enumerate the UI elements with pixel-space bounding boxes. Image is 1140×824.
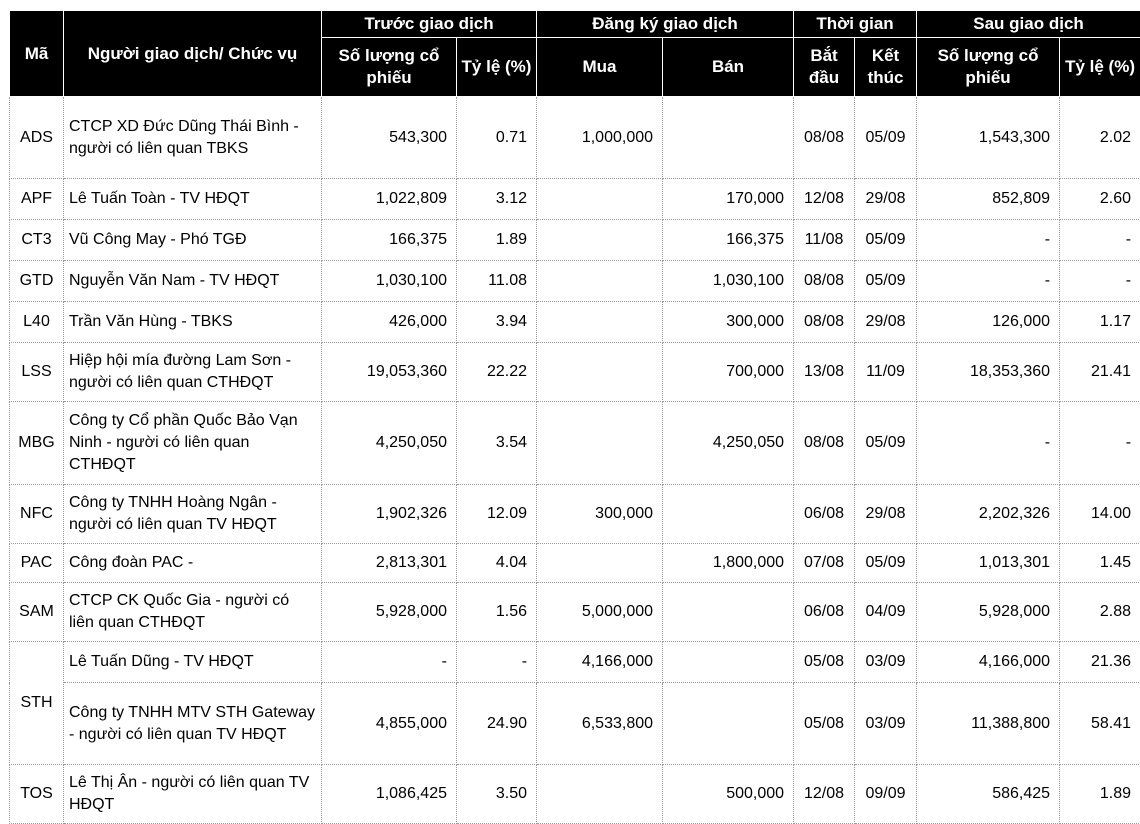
pct-before-cell: 0.71 <box>457 97 537 179</box>
person-cell: Công ty TNHH MTV STH Gateway - người có liên quan TV HĐQT <box>64 683 322 765</box>
end-cell: 09/09 <box>855 765 917 824</box>
sell-cell: 300,000 <box>663 302 794 343</box>
person-cell: Công ty Cổ phần Quốc Bảo Vạn Ninh - người có liên quan CTHĐQT <box>64 402 322 485</box>
start-cell: 08/08 <box>794 302 855 343</box>
sell-cell: 166,375 <box>663 220 794 261</box>
person-cell: Trần Văn Hùng - TBKS <box>64 302 322 343</box>
qty-before-cell: 1,902,326 <box>322 485 457 544</box>
end-cell: 05/09 <box>855 402 917 485</box>
pct-before-cell: 3.54 <box>457 402 537 485</box>
start-cell: 13/08 <box>794 343 855 402</box>
qty-before-cell: 543,300 <box>322 97 457 179</box>
header-pct-after: Tỷ lệ (%) <box>1060 38 1140 97</box>
ticker-cell: ADS <box>10 97 64 179</box>
ticker-cell: STH <box>10 642 64 765</box>
qty-after-cell: 11,388,800 <box>917 683 1060 765</box>
header-after-group: Sau giao dịch <box>917 11 1140 38</box>
buy-cell <box>537 261 663 302</box>
pct-after-cell: 21.36 <box>1060 642 1140 683</box>
buy-cell: 300,000 <box>537 485 663 544</box>
table-row <box>10 220 1140 261</box>
qty-after-cell: - <box>917 261 1060 302</box>
pct-after-cell: 14.00 <box>1060 485 1140 544</box>
person-cell: Lê Tuấn Toàn - TV HĐQT <box>64 179 322 220</box>
ticker-cell: CT3 <box>10 220 64 261</box>
end-cell: 29/08 <box>855 485 917 544</box>
sell-cell: 500,000 <box>663 765 794 824</box>
qty-after-cell: 1,013,301 <box>917 544 1060 583</box>
ticker-cell: NFC <box>10 485 64 544</box>
pct-before-cell: 22.22 <box>457 343 537 402</box>
pct-after-cell: 2.02 <box>1060 97 1140 179</box>
qty-before-cell: 5,928,000 <box>322 583 457 642</box>
person-cell: Công ty TNHH Hoàng Ngân - người có liên quan TV HĐQT <box>64 485 322 544</box>
pct-after-cell: 1.45 <box>1060 544 1140 583</box>
pct-before-cell: 1.89 <box>457 220 537 261</box>
end-cell: 04/09 <box>855 583 917 642</box>
end-cell: 05/09 <box>855 544 917 583</box>
ticker-cell: L40 <box>10 302 64 343</box>
qty-after-cell: 126,000 <box>917 302 1060 343</box>
header-time-group: Thời gian <box>794 11 917 38</box>
header-sell: Bán <box>663 38 794 97</box>
pct-before-cell: 12.09 <box>457 485 537 544</box>
buy-cell <box>537 220 663 261</box>
person-cell: CTCP CK Quốc Gia - người có liên quan CTHĐQT <box>64 583 322 642</box>
header-qty-before: Số lượng cổ phiếu <box>322 38 457 97</box>
insider-trading-table <box>9 10 1140 824</box>
sell-cell <box>663 485 794 544</box>
qty-before-cell: 19,053,360 <box>322 343 457 402</box>
pct-before-cell: 1.56 <box>457 583 537 642</box>
qty-before-cell: 166,375 <box>322 220 457 261</box>
qty-after-cell: - <box>917 402 1060 485</box>
header-start: Bắt đầu <box>794 38 855 97</box>
ticker-cell: APF <box>10 179 64 220</box>
table-row <box>10 642 1140 683</box>
buy-cell <box>537 544 663 583</box>
start-cell: 05/08 <box>794 642 855 683</box>
table-row <box>10 302 1140 343</box>
ticker-cell: LSS <box>10 343 64 402</box>
sell-cell: 4,250,050 <box>663 402 794 485</box>
start-cell: 05/08 <box>794 683 855 765</box>
person-cell: Lê Tuấn Dũng - TV HĐQT <box>64 642 322 683</box>
qty-after-cell: 18,353,360 <box>917 343 1060 402</box>
ticker-cell: MBG <box>10 402 64 485</box>
pct-after-cell: 2.88 <box>1060 583 1140 642</box>
person-cell: Công đoàn PAC - <box>64 544 322 583</box>
header-pct-before: Tỷ lệ (%) <box>457 38 537 97</box>
sell-cell <box>663 642 794 683</box>
pct-before-cell: 3.50 <box>457 765 537 824</box>
buy-cell <box>537 302 663 343</box>
qty-before-cell: 4,250,050 <box>322 402 457 485</box>
ticker-cell: SAM <box>10 583 64 642</box>
qty-after-cell: 4,166,000 <box>917 642 1060 683</box>
person-cell: Hiệp hội mía đường Lam Sơn - người có liên quan CTHĐQT <box>64 343 322 402</box>
qty-before-cell: 426,000 <box>322 302 457 343</box>
buy-cell: 4,166,000 <box>537 642 663 683</box>
start-cell: 08/08 <box>794 97 855 179</box>
sell-cell: 700,000 <box>663 343 794 402</box>
pct-before-cell: 3.94 <box>457 302 537 343</box>
end-cell: 05/09 <box>855 97 917 179</box>
header-person: Người giao dịch/ Chức vụ <box>64 11 322 97</box>
header-end: Kết thúc <box>855 38 917 97</box>
pct-after-cell: 21.41 <box>1060 343 1140 402</box>
start-cell: 12/08 <box>794 179 855 220</box>
buy-cell <box>537 179 663 220</box>
pct-before-cell: 3.12 <box>457 179 537 220</box>
qty-after-cell: 852,809 <box>917 179 1060 220</box>
buy-cell: 6,533,800 <box>537 683 663 765</box>
table-row <box>10 179 1140 220</box>
person-cell: Vũ Công May - Phó TGĐ <box>64 220 322 261</box>
end-cell: 03/09 <box>855 683 917 765</box>
start-cell: 11/08 <box>794 220 855 261</box>
sell-cell <box>663 583 794 642</box>
table-row <box>10 402 1140 485</box>
person-cell: CTCP XD Đức Dũng Thái Bình - người có liên quan TBKS <box>64 97 322 179</box>
qty-before-cell: 2,813,301 <box>322 544 457 583</box>
person-cell: Nguyễn Văn Nam - TV HĐQT <box>64 261 322 302</box>
pct-before-cell: 11.08 <box>457 261 537 302</box>
qty-after-cell: 5,928,000 <box>917 583 1060 642</box>
pct-after-cell: 58.41 <box>1060 683 1140 765</box>
ticker-cell: PAC <box>10 544 64 583</box>
qty-before-cell: 1,086,425 <box>322 765 457 824</box>
pct-after-cell: 1.17 <box>1060 302 1140 343</box>
header-before-group: Trước giao dịch <box>322 11 537 38</box>
end-cell: 29/08 <box>855 179 917 220</box>
table-row <box>10 343 1140 402</box>
end-cell: 29/08 <box>855 302 917 343</box>
start-cell: 06/08 <box>794 485 855 544</box>
sell-cell: 1,800,000 <box>663 544 794 583</box>
table-row <box>10 765 1140 824</box>
header-register-group: Đăng ký giao dịch <box>537 11 794 38</box>
sell-cell <box>663 97 794 179</box>
buy-cell: 5,000,000 <box>537 583 663 642</box>
sell-cell: 1,030,100 <box>663 261 794 302</box>
start-cell: 12/08 <box>794 765 855 824</box>
end-cell: 05/09 <box>855 261 917 302</box>
pct-before-cell: 24.90 <box>457 683 537 765</box>
qty-before-cell: - <box>322 642 457 683</box>
sell-cell: 170,000 <box>663 179 794 220</box>
ticker-cell: TOS <box>10 765 64 824</box>
qty-before-cell: 4,855,000 <box>322 683 457 765</box>
end-cell: 11/09 <box>855 343 917 402</box>
buy-cell <box>537 343 663 402</box>
pct-after-cell: 1.89 <box>1060 765 1140 824</box>
header-ma: Mã <box>10 11 64 97</box>
sell-cell <box>663 683 794 765</box>
table-row <box>10 583 1140 642</box>
table-row <box>10 261 1140 302</box>
pct-before-cell: 4.04 <box>457 544 537 583</box>
start-cell: 06/08 <box>794 583 855 642</box>
qty-before-cell: 1,022,809 <box>322 179 457 220</box>
header-qty-after: Số lượng cổ phiếu <box>917 38 1060 97</box>
header-buy: Mua <box>537 38 663 97</box>
ticker-cell: GTD <box>10 261 64 302</box>
start-cell: 08/08 <box>794 261 855 302</box>
table-row <box>10 97 1140 179</box>
start-cell: 08/08 <box>794 402 855 485</box>
pct-after-cell: - <box>1060 402 1140 485</box>
table-row <box>10 544 1140 583</box>
qty-after-cell: - <box>917 220 1060 261</box>
qty-after-cell: 1,543,300 <box>917 97 1060 179</box>
buy-cell: 1,000,000 <box>537 97 663 179</box>
table-row <box>10 485 1140 544</box>
buy-cell <box>537 765 663 824</box>
table-row <box>10 683 1140 765</box>
pct-after-cell: - <box>1060 220 1140 261</box>
end-cell: 03/09 <box>855 642 917 683</box>
pct-before-cell: - <box>457 642 537 683</box>
qty-before-cell: 1,030,100 <box>322 261 457 302</box>
buy-cell <box>537 402 663 485</box>
start-cell: 07/08 <box>794 544 855 583</box>
qty-after-cell: 586,425 <box>917 765 1060 824</box>
pct-after-cell: 2.60 <box>1060 179 1140 220</box>
person-cell: Lê Thị Ân - người có liên quan TV HĐQT <box>64 765 322 824</box>
pct-after-cell: - <box>1060 261 1140 302</box>
qty-after-cell: 2,202,326 <box>917 485 1060 544</box>
end-cell: 05/09 <box>855 220 917 261</box>
